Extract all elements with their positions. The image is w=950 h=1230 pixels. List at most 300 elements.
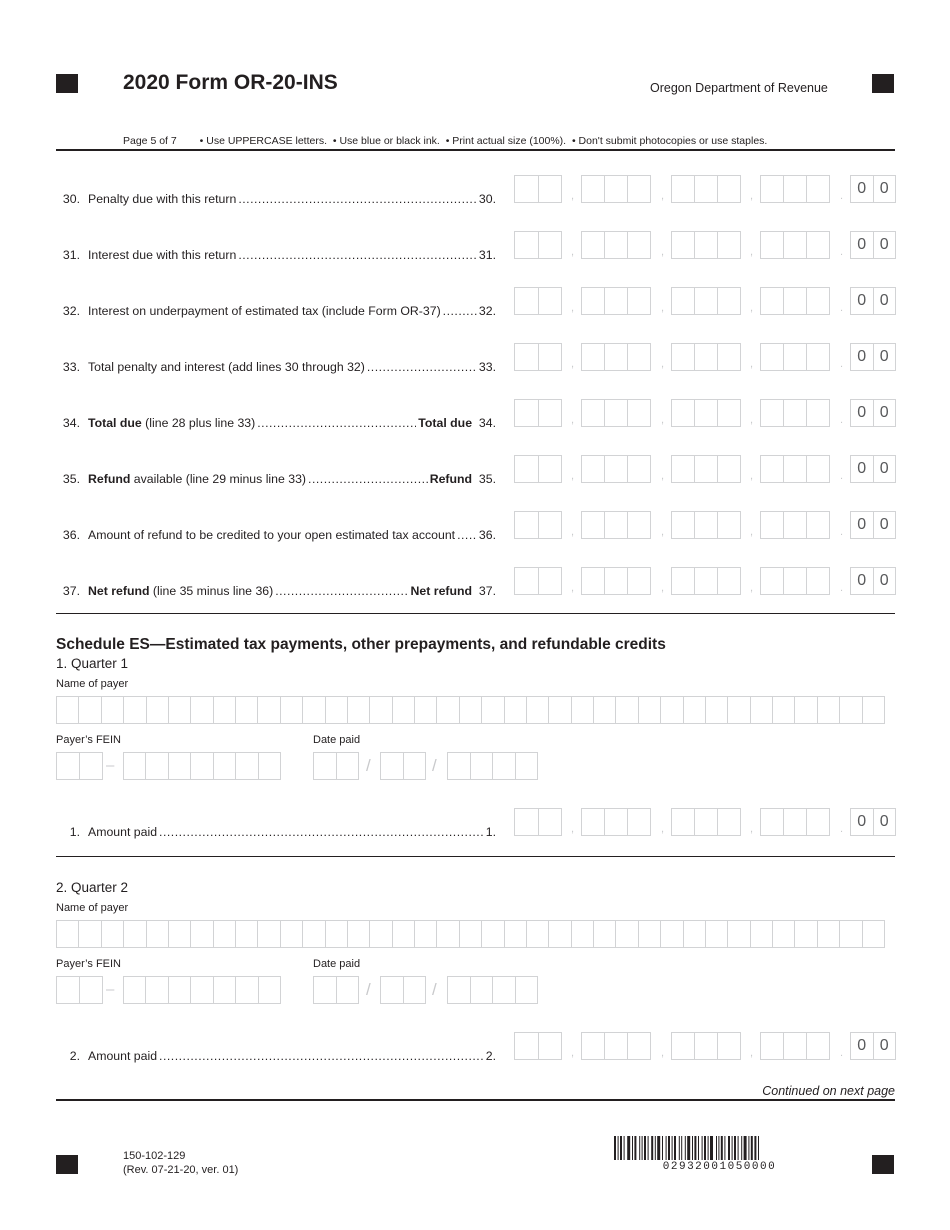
digit-box[interactable] bbox=[628, 400, 650, 426]
char-box[interactable] bbox=[102, 697, 124, 723]
digit-box[interactable] bbox=[539, 232, 562, 258]
cents-digit[interactable]: 0 bbox=[851, 456, 874, 482]
char-box[interactable] bbox=[146, 977, 168, 1003]
quarter-1-fein-prefix-input[interactable] bbox=[56, 752, 103, 780]
cents-digit[interactable]: 0 bbox=[879, 292, 889, 309]
digit-box[interactable] bbox=[784, 400, 807, 426]
digit-box[interactable] bbox=[582, 512, 605, 538]
digit-box[interactable] bbox=[807, 512, 829, 538]
line-36-amount-group-4[interactable] bbox=[760, 511, 830, 539]
char-box[interactable] bbox=[348, 921, 370, 947]
char-box[interactable] bbox=[728, 921, 750, 947]
digit-box[interactable] bbox=[807, 288, 829, 314]
char-box[interactable] bbox=[661, 697, 683, 723]
digit-box[interactable] bbox=[582, 344, 605, 370]
digit-box[interactable] bbox=[695, 512, 718, 538]
digit-box[interactable] bbox=[784, 568, 807, 594]
digit-box[interactable] bbox=[582, 568, 605, 594]
digit-box[interactable] bbox=[539, 400, 562, 426]
digit-box[interactable] bbox=[515, 512, 539, 538]
digit-box[interactable] bbox=[605, 568, 628, 594]
digit-box[interactable] bbox=[695, 232, 718, 258]
char-box[interactable] bbox=[259, 753, 280, 779]
quarter-2-date-month-input[interactable] bbox=[313, 976, 359, 1004]
digit-box[interactable] bbox=[628, 288, 650, 314]
line-34-amount-group-1[interactable] bbox=[514, 399, 562, 427]
digit-box[interactable] bbox=[784, 176, 807, 202]
digit-box[interactable] bbox=[784, 288, 807, 314]
char-box[interactable] bbox=[773, 921, 795, 947]
digit-box[interactable] bbox=[672, 232, 695, 258]
line-35-amount-group-2[interactable] bbox=[581, 455, 651, 483]
quarter-1-date-day-input[interactable] bbox=[380, 752, 426, 780]
line-31-amount-group-2[interactable] bbox=[581, 231, 651, 259]
line-33-amount-group-3[interactable] bbox=[671, 343, 741, 371]
quarter-1-amount-paid-amount-group-1[interactable] bbox=[514, 808, 562, 836]
char-box[interactable] bbox=[684, 697, 706, 723]
line-32-amount-group-2[interactable] bbox=[581, 287, 651, 315]
char-box[interactable] bbox=[79, 697, 101, 723]
char-box[interactable] bbox=[124, 753, 146, 779]
char-box[interactable] bbox=[751, 697, 773, 723]
line-31-cents-group[interactable] bbox=[850, 231, 896, 259]
digit-box[interactable] bbox=[539, 568, 562, 594]
quarter-1-amount-paid-amount-field[interactable] bbox=[514, 808, 897, 838]
line-34-amount-field[interactable] bbox=[514, 399, 897, 429]
digit-box[interactable] bbox=[515, 456, 539, 482]
char-box[interactable] bbox=[661, 921, 683, 947]
cents-digit[interactable]: 0 bbox=[879, 572, 889, 589]
char-box[interactable] bbox=[281, 697, 303, 723]
char-box[interactable] bbox=[124, 977, 146, 1003]
digit-box[interactable] bbox=[515, 1033, 539, 1059]
digit-box[interactable] bbox=[515, 232, 539, 258]
digit-box[interactable] bbox=[761, 1033, 784, 1059]
digit-box[interactable] bbox=[605, 512, 628, 538]
digit-box[interactable] bbox=[695, 809, 718, 835]
line-36-amount-group-3[interactable] bbox=[671, 511, 741, 539]
line-30-cents-group[interactable] bbox=[850, 175, 896, 203]
line-30-amount-group-2[interactable] bbox=[581, 175, 651, 203]
digit-box[interactable] bbox=[761, 809, 784, 835]
char-box[interactable] bbox=[259, 977, 280, 1003]
char-box[interactable] bbox=[57, 753, 80, 779]
digit-box[interactable] bbox=[784, 344, 807, 370]
char-box[interactable] bbox=[191, 697, 213, 723]
digit-box[interactable] bbox=[582, 400, 605, 426]
char-box[interactable] bbox=[795, 697, 817, 723]
line-33-amount-group-2[interactable] bbox=[581, 343, 651, 371]
digit-box[interactable] bbox=[582, 1033, 605, 1059]
digit-box[interactable] bbox=[628, 809, 650, 835]
digit-box[interactable] bbox=[539, 176, 562, 202]
char-box[interactable] bbox=[214, 977, 236, 1003]
char-box[interactable] bbox=[840, 921, 862, 947]
digit-box[interactable] bbox=[784, 456, 807, 482]
char-box[interactable] bbox=[80, 977, 102, 1003]
quarter-2-amount-paid-cents-group[interactable] bbox=[850, 1032, 896, 1060]
digit-box[interactable] bbox=[605, 344, 628, 370]
quarter-1-amount-paid-amount-group-2[interactable] bbox=[581, 808, 651, 836]
char-box[interactable] bbox=[236, 753, 258, 779]
line-35-cents-group[interactable] bbox=[850, 455, 896, 483]
line-37-amount-field[interactable] bbox=[514, 567, 897, 597]
digit-box[interactable] bbox=[784, 232, 807, 258]
char-box[interactable] bbox=[314, 753, 337, 779]
quarter-2-amount-paid-amount-field[interactable] bbox=[514, 1032, 897, 1062]
digit-box[interactable] bbox=[807, 568, 829, 594]
line-30-amount-group-1[interactable] bbox=[514, 175, 562, 203]
digit-box[interactable] bbox=[784, 809, 807, 835]
char-box[interactable] bbox=[549, 697, 571, 723]
digit-box[interactable] bbox=[761, 232, 784, 258]
digit-box[interactable] bbox=[718, 400, 740, 426]
line-34-amount-group-2[interactable] bbox=[581, 399, 651, 427]
quarter-2-amount-paid-amount-group-1[interactable] bbox=[514, 1032, 562, 1060]
digit-box[interactable] bbox=[718, 809, 740, 835]
char-box[interactable] bbox=[404, 977, 426, 1003]
char-box[interactable] bbox=[728, 697, 750, 723]
char-box[interactable] bbox=[505, 921, 527, 947]
digit-box[interactable] bbox=[539, 1033, 562, 1059]
line-34-amount-group-4[interactable] bbox=[760, 399, 830, 427]
line-33-amount-group-1[interactable] bbox=[514, 343, 562, 371]
digit-box[interactable] bbox=[807, 400, 829, 426]
line-33-amount-group-4[interactable] bbox=[760, 343, 830, 371]
char-box[interactable] bbox=[147, 697, 169, 723]
digit-box[interactable] bbox=[515, 568, 539, 594]
char-box[interactable] bbox=[572, 697, 594, 723]
cents-digit[interactable]: 0 bbox=[851, 344, 874, 370]
char-box[interactable] bbox=[415, 921, 437, 947]
char-box[interactable] bbox=[80, 753, 102, 779]
digit-box[interactable] bbox=[628, 512, 650, 538]
line-31-amount-group-1[interactable] bbox=[514, 231, 562, 259]
digit-box[interactable] bbox=[761, 456, 784, 482]
char-box[interactable] bbox=[191, 753, 213, 779]
digit-box[interactable] bbox=[761, 176, 784, 202]
digit-box[interactable] bbox=[695, 344, 718, 370]
char-box[interactable] bbox=[527, 697, 549, 723]
char-box[interactable] bbox=[493, 977, 516, 1003]
quarter-1-amount-paid-cents-group[interactable] bbox=[850, 808, 896, 836]
cents-digit[interactable]: 0 bbox=[879, 813, 889, 830]
digit-box[interactable] bbox=[695, 568, 718, 594]
digit-box[interactable] bbox=[672, 1033, 695, 1059]
digit-box[interactable] bbox=[605, 176, 628, 202]
digit-box[interactable] bbox=[695, 456, 718, 482]
digit-box[interactable] bbox=[605, 1033, 628, 1059]
line-35-amount-field[interactable] bbox=[514, 455, 897, 485]
digit-box[interactable] bbox=[605, 809, 628, 835]
digit-box[interactable] bbox=[672, 512, 695, 538]
digit-box[interactable] bbox=[628, 568, 650, 594]
digit-box[interactable] bbox=[605, 288, 628, 314]
char-box[interactable] bbox=[437, 697, 459, 723]
char-box[interactable] bbox=[169, 753, 191, 779]
line-34-amount-group-3[interactable] bbox=[671, 399, 741, 427]
quarter-1-amount-paid-amount-group-3[interactable] bbox=[671, 808, 741, 836]
char-box[interactable] bbox=[102, 921, 124, 947]
char-box[interactable] bbox=[616, 697, 638, 723]
digit-box[interactable] bbox=[515, 288, 539, 314]
line-36-cents-group[interactable] bbox=[850, 511, 896, 539]
cents-digit[interactable]: 0 bbox=[879, 404, 889, 421]
quarter-1-amount-paid-amount-group-4[interactable] bbox=[760, 808, 830, 836]
char-box[interactable] bbox=[616, 921, 638, 947]
line-37-amount-group-3[interactable] bbox=[671, 567, 741, 595]
digit-box[interactable] bbox=[582, 456, 605, 482]
digit-box[interactable] bbox=[515, 809, 539, 835]
digit-box[interactable] bbox=[695, 1033, 718, 1059]
cents-digit[interactable]: 0 bbox=[879, 516, 889, 533]
quarter-2-amount-paid-amount-group-3[interactable] bbox=[671, 1032, 741, 1060]
digit-box[interactable] bbox=[761, 344, 784, 370]
char-box[interactable] bbox=[281, 921, 303, 947]
char-box[interactable] bbox=[460, 921, 482, 947]
char-box[interactable] bbox=[191, 977, 213, 1003]
line-33-amount-field[interactable] bbox=[514, 343, 897, 373]
digit-box[interactable] bbox=[807, 456, 829, 482]
digit-box[interactable] bbox=[761, 400, 784, 426]
char-box[interactable] bbox=[549, 921, 571, 947]
char-box[interactable] bbox=[191, 921, 213, 947]
digit-box[interactable] bbox=[672, 176, 695, 202]
line-37-amount-group-4[interactable] bbox=[760, 567, 830, 595]
line-36-amount-group-2[interactable] bbox=[581, 511, 651, 539]
line-37-amount-group-2[interactable] bbox=[581, 567, 651, 595]
digit-box[interactable] bbox=[672, 809, 695, 835]
cents-digit[interactable]: 0 bbox=[879, 460, 889, 477]
line-36-amount-field[interactable] bbox=[514, 511, 897, 541]
char-box[interactable] bbox=[684, 921, 706, 947]
quarter-1-date-year-input[interactable] bbox=[447, 752, 538, 780]
digit-box[interactable] bbox=[695, 176, 718, 202]
digit-box[interactable] bbox=[515, 176, 539, 202]
line-32-amount-group-3[interactable] bbox=[671, 287, 741, 315]
line-30-amount-group-4[interactable] bbox=[760, 175, 830, 203]
digit-box[interactable] bbox=[515, 400, 539, 426]
line-30-amount-field[interactable] bbox=[514, 175, 897, 205]
char-box[interactable] bbox=[236, 977, 258, 1003]
digit-box[interactable] bbox=[784, 512, 807, 538]
digit-box[interactable] bbox=[515, 344, 539, 370]
digit-box[interactable] bbox=[718, 568, 740, 594]
quarter-2-fein-prefix-input[interactable] bbox=[56, 976, 103, 1004]
digit-box[interactable] bbox=[807, 176, 829, 202]
digit-box[interactable] bbox=[807, 809, 829, 835]
char-box[interactable] bbox=[381, 753, 404, 779]
quarter-1-fein-suffix-input[interactable] bbox=[123, 752, 281, 780]
char-box[interactable] bbox=[326, 697, 348, 723]
char-box[interactable] bbox=[79, 921, 101, 947]
digit-box[interactable] bbox=[672, 288, 695, 314]
digit-box[interactable] bbox=[672, 344, 695, 370]
cents-digit[interactable]: 0 bbox=[851, 1033, 874, 1059]
char-box[interactable] bbox=[214, 697, 236, 723]
cents-digit[interactable]: 0 bbox=[879, 180, 889, 197]
digit-box[interactable] bbox=[605, 232, 628, 258]
digit-box[interactable] bbox=[582, 288, 605, 314]
digit-box[interactable] bbox=[539, 288, 562, 314]
char-box[interactable] bbox=[393, 697, 415, 723]
char-box[interactable] bbox=[236, 921, 258, 947]
digit-box[interactable] bbox=[784, 1033, 807, 1059]
digit-box[interactable] bbox=[582, 176, 605, 202]
cents-digit[interactable]: 0 bbox=[879, 1037, 889, 1054]
digit-box[interactable] bbox=[718, 176, 740, 202]
digit-box[interactable] bbox=[582, 232, 605, 258]
char-box[interactable] bbox=[437, 921, 459, 947]
char-box[interactable] bbox=[706, 921, 728, 947]
digit-box[interactable] bbox=[628, 1033, 650, 1059]
char-box[interactable] bbox=[57, 977, 80, 1003]
cents-digit[interactable]: 0 bbox=[851, 809, 874, 835]
char-box[interactable] bbox=[482, 921, 504, 947]
char-box[interactable] bbox=[169, 921, 191, 947]
char-box[interactable] bbox=[639, 921, 661, 947]
digit-box[interactable] bbox=[672, 568, 695, 594]
char-box[interactable] bbox=[505, 697, 527, 723]
line-37-amount-group-1[interactable] bbox=[514, 567, 562, 595]
digit-box[interactable] bbox=[539, 512, 562, 538]
char-box[interactable] bbox=[572, 921, 594, 947]
char-box[interactable] bbox=[460, 697, 482, 723]
char-box[interactable] bbox=[404, 753, 426, 779]
digit-box[interactable] bbox=[605, 400, 628, 426]
char-box[interactable] bbox=[337, 753, 359, 779]
char-box[interactable] bbox=[314, 977, 337, 1003]
line-31-amount-group-4[interactable] bbox=[760, 231, 830, 259]
char-box[interactable] bbox=[818, 921, 840, 947]
cents-digit[interactable]: 0 bbox=[851, 400, 874, 426]
char-box[interactable] bbox=[57, 921, 79, 947]
char-box[interactable] bbox=[381, 977, 404, 1003]
digit-box[interactable] bbox=[672, 456, 695, 482]
cents-digit[interactable]: 0 bbox=[851, 232, 874, 258]
char-box[interactable] bbox=[594, 697, 616, 723]
char-box[interactable] bbox=[258, 697, 280, 723]
char-box[interactable] bbox=[516, 977, 538, 1003]
cents-digit[interactable]: 0 bbox=[879, 348, 889, 365]
cents-digit[interactable]: 0 bbox=[851, 568, 874, 594]
digit-box[interactable] bbox=[539, 344, 562, 370]
char-box[interactable] bbox=[258, 921, 280, 947]
line-35-amount-group-4[interactable] bbox=[760, 455, 830, 483]
digit-box[interactable] bbox=[807, 1033, 829, 1059]
digit-box[interactable] bbox=[718, 232, 740, 258]
quarter-1-date-month-input[interactable] bbox=[313, 752, 359, 780]
char-box[interactable] bbox=[795, 921, 817, 947]
char-box[interactable] bbox=[493, 753, 516, 779]
char-box[interactable] bbox=[124, 697, 146, 723]
char-box[interactable] bbox=[415, 697, 437, 723]
char-box[interactable] bbox=[326, 921, 348, 947]
digit-box[interactable] bbox=[672, 400, 695, 426]
char-box[interactable] bbox=[448, 977, 471, 1003]
char-box[interactable] bbox=[169, 977, 191, 1003]
char-box[interactable] bbox=[370, 921, 392, 947]
line-30-amount-group-3[interactable] bbox=[671, 175, 741, 203]
digit-box[interactable] bbox=[695, 400, 718, 426]
digit-box[interactable] bbox=[695, 288, 718, 314]
cents-digit[interactable]: 0 bbox=[851, 288, 874, 314]
digit-box[interactable] bbox=[807, 344, 829, 370]
char-box[interactable] bbox=[124, 921, 146, 947]
char-box[interactable] bbox=[863, 921, 884, 947]
quarter-2-date-year-input[interactable] bbox=[447, 976, 538, 1004]
cents-digit[interactable]: 0 bbox=[851, 176, 874, 202]
line-34-cents-group[interactable] bbox=[850, 399, 896, 427]
digit-box[interactable] bbox=[539, 809, 562, 835]
digit-box[interactable] bbox=[628, 456, 650, 482]
char-box[interactable] bbox=[751, 921, 773, 947]
quarter-2-date-day-input[interactable] bbox=[380, 976, 426, 1004]
digit-box[interactable] bbox=[718, 456, 740, 482]
quarter-2-amount-paid-amount-group-4[interactable] bbox=[760, 1032, 830, 1060]
cents-digit[interactable]: 0 bbox=[879, 236, 889, 253]
char-box[interactable] bbox=[147, 921, 169, 947]
char-box[interactable] bbox=[773, 697, 795, 723]
line-31-amount-field[interactable] bbox=[514, 231, 897, 261]
line-35-amount-group-3[interactable] bbox=[671, 455, 741, 483]
char-box[interactable] bbox=[57, 697, 79, 723]
quarter-2-fein-suffix-input[interactable] bbox=[123, 976, 281, 1004]
char-box[interactable] bbox=[214, 753, 236, 779]
line-37-cents-group[interactable] bbox=[850, 567, 896, 595]
line-32-amount-group-1[interactable] bbox=[514, 287, 562, 315]
digit-box[interactable] bbox=[807, 232, 829, 258]
line-36-amount-group-1[interactable] bbox=[514, 511, 562, 539]
char-box[interactable] bbox=[393, 921, 415, 947]
char-box[interactable] bbox=[471, 753, 494, 779]
char-box[interactable] bbox=[863, 697, 884, 723]
char-box[interactable] bbox=[448, 753, 471, 779]
line-32-amount-group-4[interactable] bbox=[760, 287, 830, 315]
digit-box[interactable] bbox=[718, 1033, 740, 1059]
quarter-1-name-of-payer-input[interactable] bbox=[56, 696, 885, 724]
char-box[interactable] bbox=[214, 921, 236, 947]
char-box[interactable] bbox=[236, 697, 258, 723]
char-box[interactable] bbox=[840, 697, 862, 723]
char-box[interactable] bbox=[348, 697, 370, 723]
line-31-amount-group-3[interactable] bbox=[671, 231, 741, 259]
digit-box[interactable] bbox=[761, 512, 784, 538]
digit-box[interactable] bbox=[628, 176, 650, 202]
char-box[interactable] bbox=[471, 977, 494, 1003]
char-box[interactable] bbox=[706, 697, 728, 723]
digit-box[interactable] bbox=[539, 456, 562, 482]
digit-box[interactable] bbox=[718, 344, 740, 370]
digit-box[interactable] bbox=[582, 809, 605, 835]
char-box[interactable] bbox=[303, 921, 325, 947]
line-33-cents-group[interactable] bbox=[850, 343, 896, 371]
char-box[interactable] bbox=[482, 697, 504, 723]
digit-box[interactable] bbox=[761, 568, 784, 594]
char-box[interactable] bbox=[527, 921, 549, 947]
line-32-cents-group[interactable] bbox=[850, 287, 896, 315]
char-box[interactable] bbox=[337, 977, 359, 1003]
digit-box[interactable] bbox=[718, 288, 740, 314]
char-box[interactable] bbox=[370, 697, 392, 723]
char-box[interactable] bbox=[169, 697, 191, 723]
quarter-2-name-of-payer-input[interactable] bbox=[56, 920, 885, 948]
digit-box[interactable] bbox=[718, 512, 740, 538]
digit-box[interactable] bbox=[605, 456, 628, 482]
char-box[interactable] bbox=[516, 753, 538, 779]
char-box[interactable] bbox=[594, 921, 616, 947]
char-box[interactable] bbox=[639, 697, 661, 723]
